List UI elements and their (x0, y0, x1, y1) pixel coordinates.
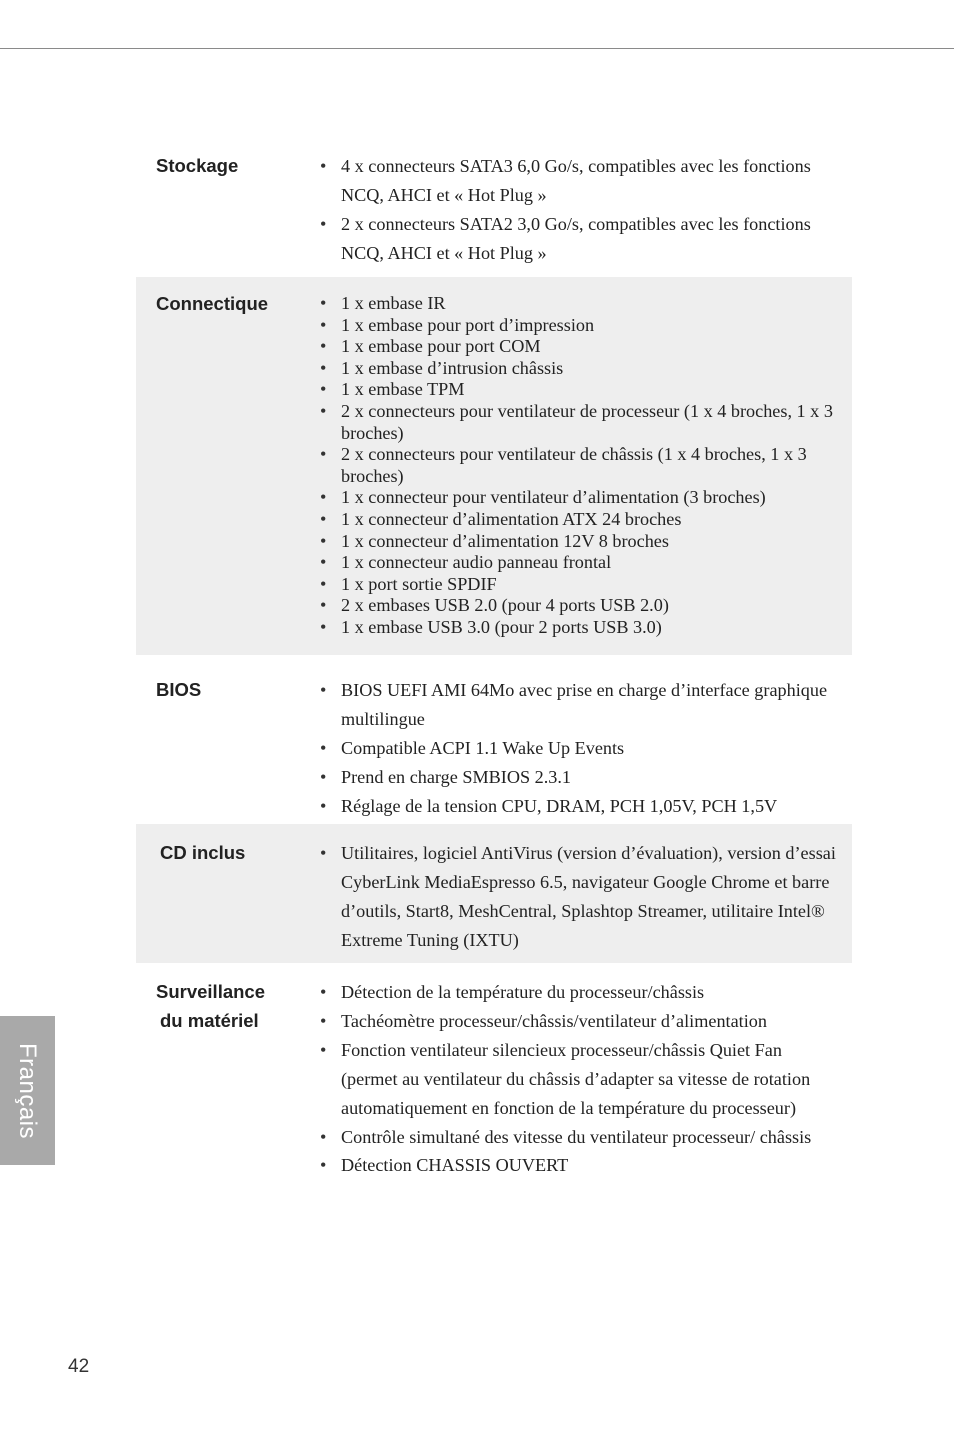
section-surveillance (136, 963, 852, 1263)
spec-table-body (136, 146, 852, 1263)
list-item: • 1 x connecteur pour ventilateur d’alimentation (3 broches) (312, 487, 836, 509)
list-item: • Fonction ventilateur silencieux processeur/châssis Quiet Fan (permet au ventilateur du châssis d’adapter sa vitesse de rotation automatiquement en fonction de la température du processeur) (312, 1036, 836, 1123)
list-item: • 1 x connecteur d’alimentation 12V 8 broches (312, 531, 836, 553)
section-stockage (136, 146, 852, 277)
top-rule (0, 48, 954, 49)
list-item: • Contrôle simultané des vitesse du ventilateur processeur/ châssis (312, 1123, 836, 1152)
list-item: • Utilitaires, logiciel AntiVirus (version d’évaluation), version d’essai CyberLink MediaEspresso 6.5, navigateur Google Chrome et barre d’outils, Start8, MeshCentral, Splashtop Streamer, utilitaire Intel® Extreme Tuning (IXTU) (312, 839, 836, 955)
list-item: • 2 x connecteurs SATA2 3,0 Go/s, compatibles avec les fonctions NCQ, AHCI et « Hot Plug » (312, 210, 836, 268)
list-item: • Compatible ACPI 1.1 Wake Up Events (312, 734, 836, 763)
list-item: • 2 x connecteurs pour ventilateur de châssis (1 x 4 broches, 1 x 3 broches) (312, 444, 836, 487)
list-item: • 1 x embase TPM (312, 379, 836, 401)
item-list (312, 839, 852, 963)
list-item: • Prend en charge SMBIOS 2.3.1 (312, 763, 836, 792)
list-item: • Réglage de la tension CPU, DRAM, PCH 1,05V, PCH 1,5V (312, 792, 836, 821)
section-connectique (136, 277, 852, 655)
section-label: Stockage (156, 155, 239, 176)
section-bios (136, 655, 852, 824)
list-item: • 1 x embase USB 3.0 (pour 2 ports USB 3.0) (312, 617, 836, 639)
list-item: • 1 x embase IR (312, 293, 836, 315)
item-list (312, 152, 852, 277)
list-item: • 1 x connecteur d’alimentation ATX 24 broches (312, 509, 836, 531)
list-item: • Tachéomètre processeur/châssis/ventilateur d’alimentation (312, 1007, 836, 1036)
list-item: • 1 x embase d’intrusion châssis (312, 358, 836, 380)
list-item: • 2 x connecteurs pour ventilateur de processeur (1 x 4 broches, 1 x 3 broches) (312, 401, 836, 444)
list-item: • 1 x embase pour port d’impression (312, 315, 836, 337)
section-label: Connectique (156, 293, 269, 314)
list-item: • BIOS UEFI AMI 64Mo avec prise en charge d’interface graphique multilingue (312, 676, 836, 734)
section-label: CD inclus (160, 842, 246, 863)
list-item: • 4 x connecteurs SATA3 6,0 Go/s, compatibles avec les fonctions NCQ, AHCI et « Hot Plug » (312, 152, 836, 210)
section-label: Surveillance du matériel (156, 981, 266, 1031)
list-item: • Détection de la température du processeur/châssis (312, 978, 836, 1007)
list-item: • 2 x embases USB 2.0 (pour 4 ports USB 2.0) (312, 595, 836, 617)
item-list (312, 978, 852, 1263)
language-tab: Français (0, 1016, 55, 1165)
section-cd-inclus (136, 824, 852, 963)
list-item: • Détection CHASSIS OUVERT (312, 1151, 836, 1180)
item-list (312, 676, 852, 824)
list-item: • 1 x embase pour port COM (312, 336, 836, 358)
list-item: • 1 x port sortie SPDIF (312, 574, 836, 596)
section-label: BIOS (156, 679, 202, 700)
list-item: • 1 x connecteur audio panneau frontal (312, 552, 836, 574)
page-number: 42 (68, 1356, 90, 1377)
item-list (312, 293, 852, 655)
